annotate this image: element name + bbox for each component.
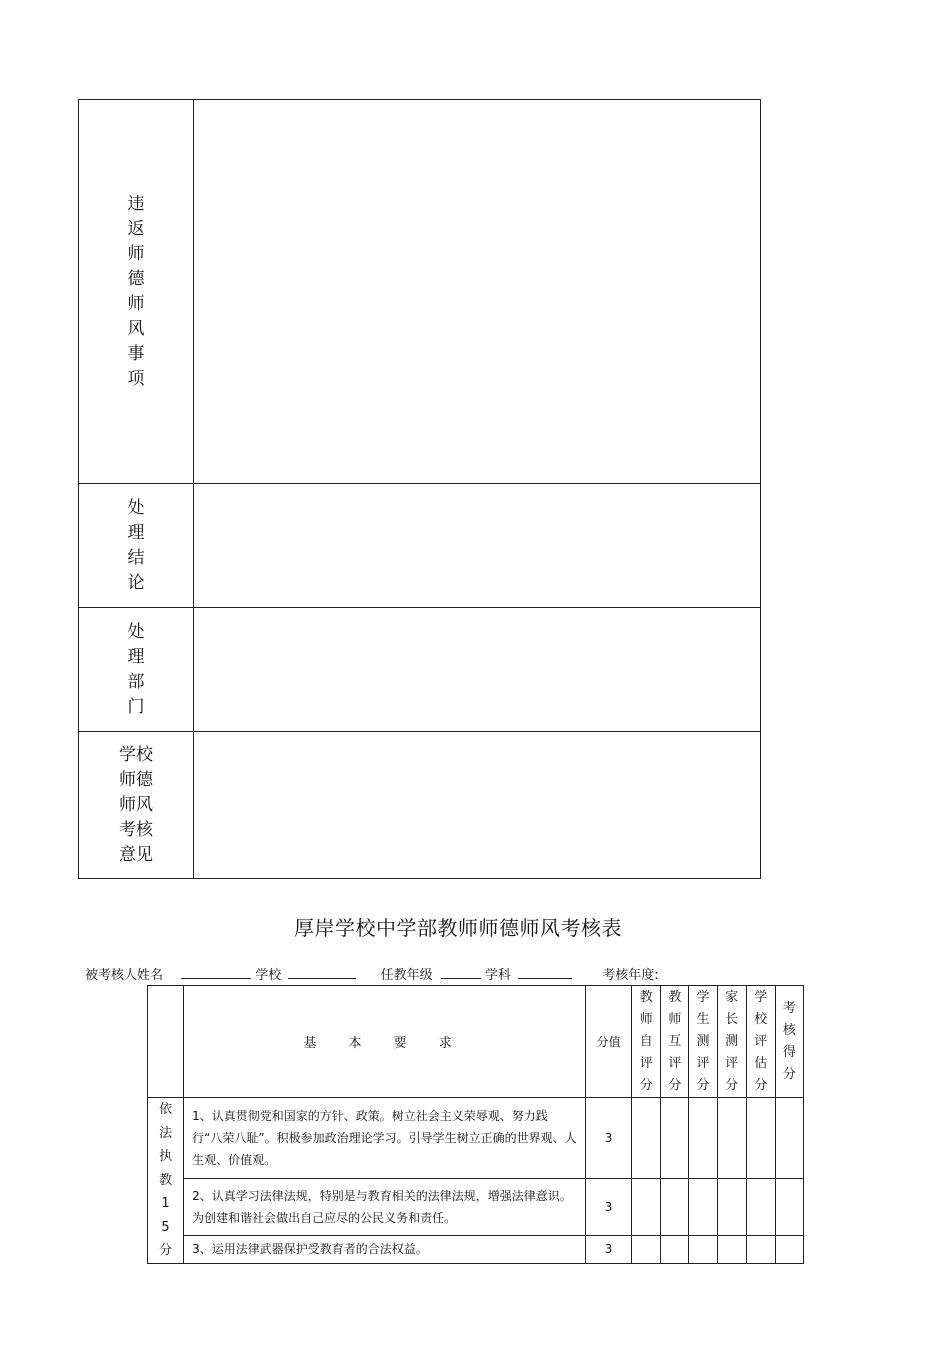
grade-label: 任教年级: [380, 968, 433, 983]
self-score-cell[interactable]: [632, 1236, 661, 1263]
score-value: 3: [585, 1179, 631, 1236]
peer-score-header-cell: [661, 986, 689, 1098]
header-row: [148, 986, 804, 1098]
violation-record-table: [78, 99, 761, 879]
conclusion-label: 处理结论: [127, 497, 145, 593]
school-label: 学校: [255, 968, 282, 983]
department-label: 处理部门: [127, 621, 145, 717]
school-score-cell[interactable]: [746, 1098, 775, 1179]
student-score-cell[interactable]: [689, 1179, 717, 1236]
final-score-cell[interactable]: [775, 1098, 803, 1179]
conclusion-content-cell[interactable]: [194, 484, 761, 608]
category-label: 依法执教15分: [159, 1102, 173, 1258]
school-opinion-label: 学校师德师风考核意见: [118, 744, 153, 865]
student-score-cell[interactable]: [689, 1098, 717, 1179]
parent-score-header: 家长测评分: [725, 989, 739, 1093]
name-field[interactable]: [181, 966, 251, 979]
page-title: 厚岸学校中学部教师师德师风考核表: [294, 916, 622, 940]
table-row: [148, 1098, 804, 1179]
header-empty-cell: [148, 986, 184, 1098]
conclusion-row: [79, 484, 761, 608]
table-row: [148, 1179, 804, 1236]
parent-score-cell[interactable]: [717, 1236, 746, 1263]
violation-label: 违返师德师风事项: [127, 193, 145, 389]
category-cell: [148, 1098, 184, 1264]
self-score-cell[interactable]: [632, 1179, 661, 1236]
final-score-header: 考核得分: [782, 1001, 796, 1082]
student-score-header: 学生测评分: [696, 989, 710, 1093]
school-opinion-row: [79, 732, 761, 879]
self-score-header-cell: [632, 986, 661, 1098]
student-score-cell[interactable]: [689, 1236, 717, 1263]
school-score-cell[interactable]: [746, 1236, 775, 1263]
final-score-header-cell: [775, 986, 803, 1098]
peer-score-cell[interactable]: [661, 1236, 689, 1263]
department-label-cell: [79, 608, 194, 732]
subject-field[interactable]: [518, 966, 572, 979]
requirement-text: 3、运用法律武器保护受教育者的合法权益。: [184, 1236, 586, 1263]
subject-label: 学科: [484, 968, 511, 983]
score-value: 3: [585, 1236, 631, 1263]
peer-score-cell[interactable]: [661, 1098, 689, 1179]
parent-score-header-cell: [717, 986, 746, 1098]
parent-score-cell[interactable]: [717, 1179, 746, 1236]
violation-row: [79, 100, 761, 484]
requirement-text: 1、认真贯彻党和国家的方针、政策。树立社会主义荣辱观、努力践行“八荣八耻”。积极参加政治理论学习。引导学生树立正确的世界观、人生观、价值观。: [184, 1098, 586, 1179]
peer-score-header: 教师互评分: [668, 989, 682, 1093]
score-value: 3: [585, 1098, 631, 1179]
table-row: [148, 1236, 804, 1263]
department-row: [79, 608, 761, 732]
self-score-cell[interactable]: [632, 1098, 661, 1179]
department-content-cell[interactable]: [194, 608, 761, 732]
school-opinion-label-cell: [79, 732, 194, 879]
final-score-cell[interactable]: [775, 1179, 803, 1236]
parent-score-cell[interactable]: [717, 1098, 746, 1179]
requirement-header: 基 本 要 求: [184, 986, 586, 1098]
assessment-table: [147, 985, 804, 1264]
school-field[interactable]: [288, 966, 356, 979]
value-header: 分值: [585, 986, 631, 1098]
name-label: 被考核人姓名: [85, 968, 164, 983]
school-score-header-cell: [746, 986, 775, 1098]
peer-score-cell[interactable]: [661, 1179, 689, 1236]
conclusion-label-cell: [79, 484, 194, 608]
school-opinion-content-cell[interactable]: [194, 732, 761, 879]
info-line: [85, 964, 659, 983]
grade-field[interactable]: [441, 966, 481, 979]
year-label: 考核年度:: [602, 968, 659, 983]
final-score-cell[interactable]: [775, 1236, 803, 1263]
requirement-text: 2、认真学习法律法规，特别是与教育相关的法律法规，增强法律意识。为创建和谐社会做出自己应尽的公民义务和责任。: [184, 1179, 586, 1236]
violation-label-cell: [79, 100, 194, 484]
student-score-header-cell: [689, 986, 717, 1098]
violation-content-cell[interactable]: [194, 100, 761, 484]
school-score-header: 学校评估分: [754, 989, 768, 1093]
school-score-cell[interactable]: [746, 1179, 775, 1236]
self-score-header: 教师自评分: [639, 989, 653, 1093]
